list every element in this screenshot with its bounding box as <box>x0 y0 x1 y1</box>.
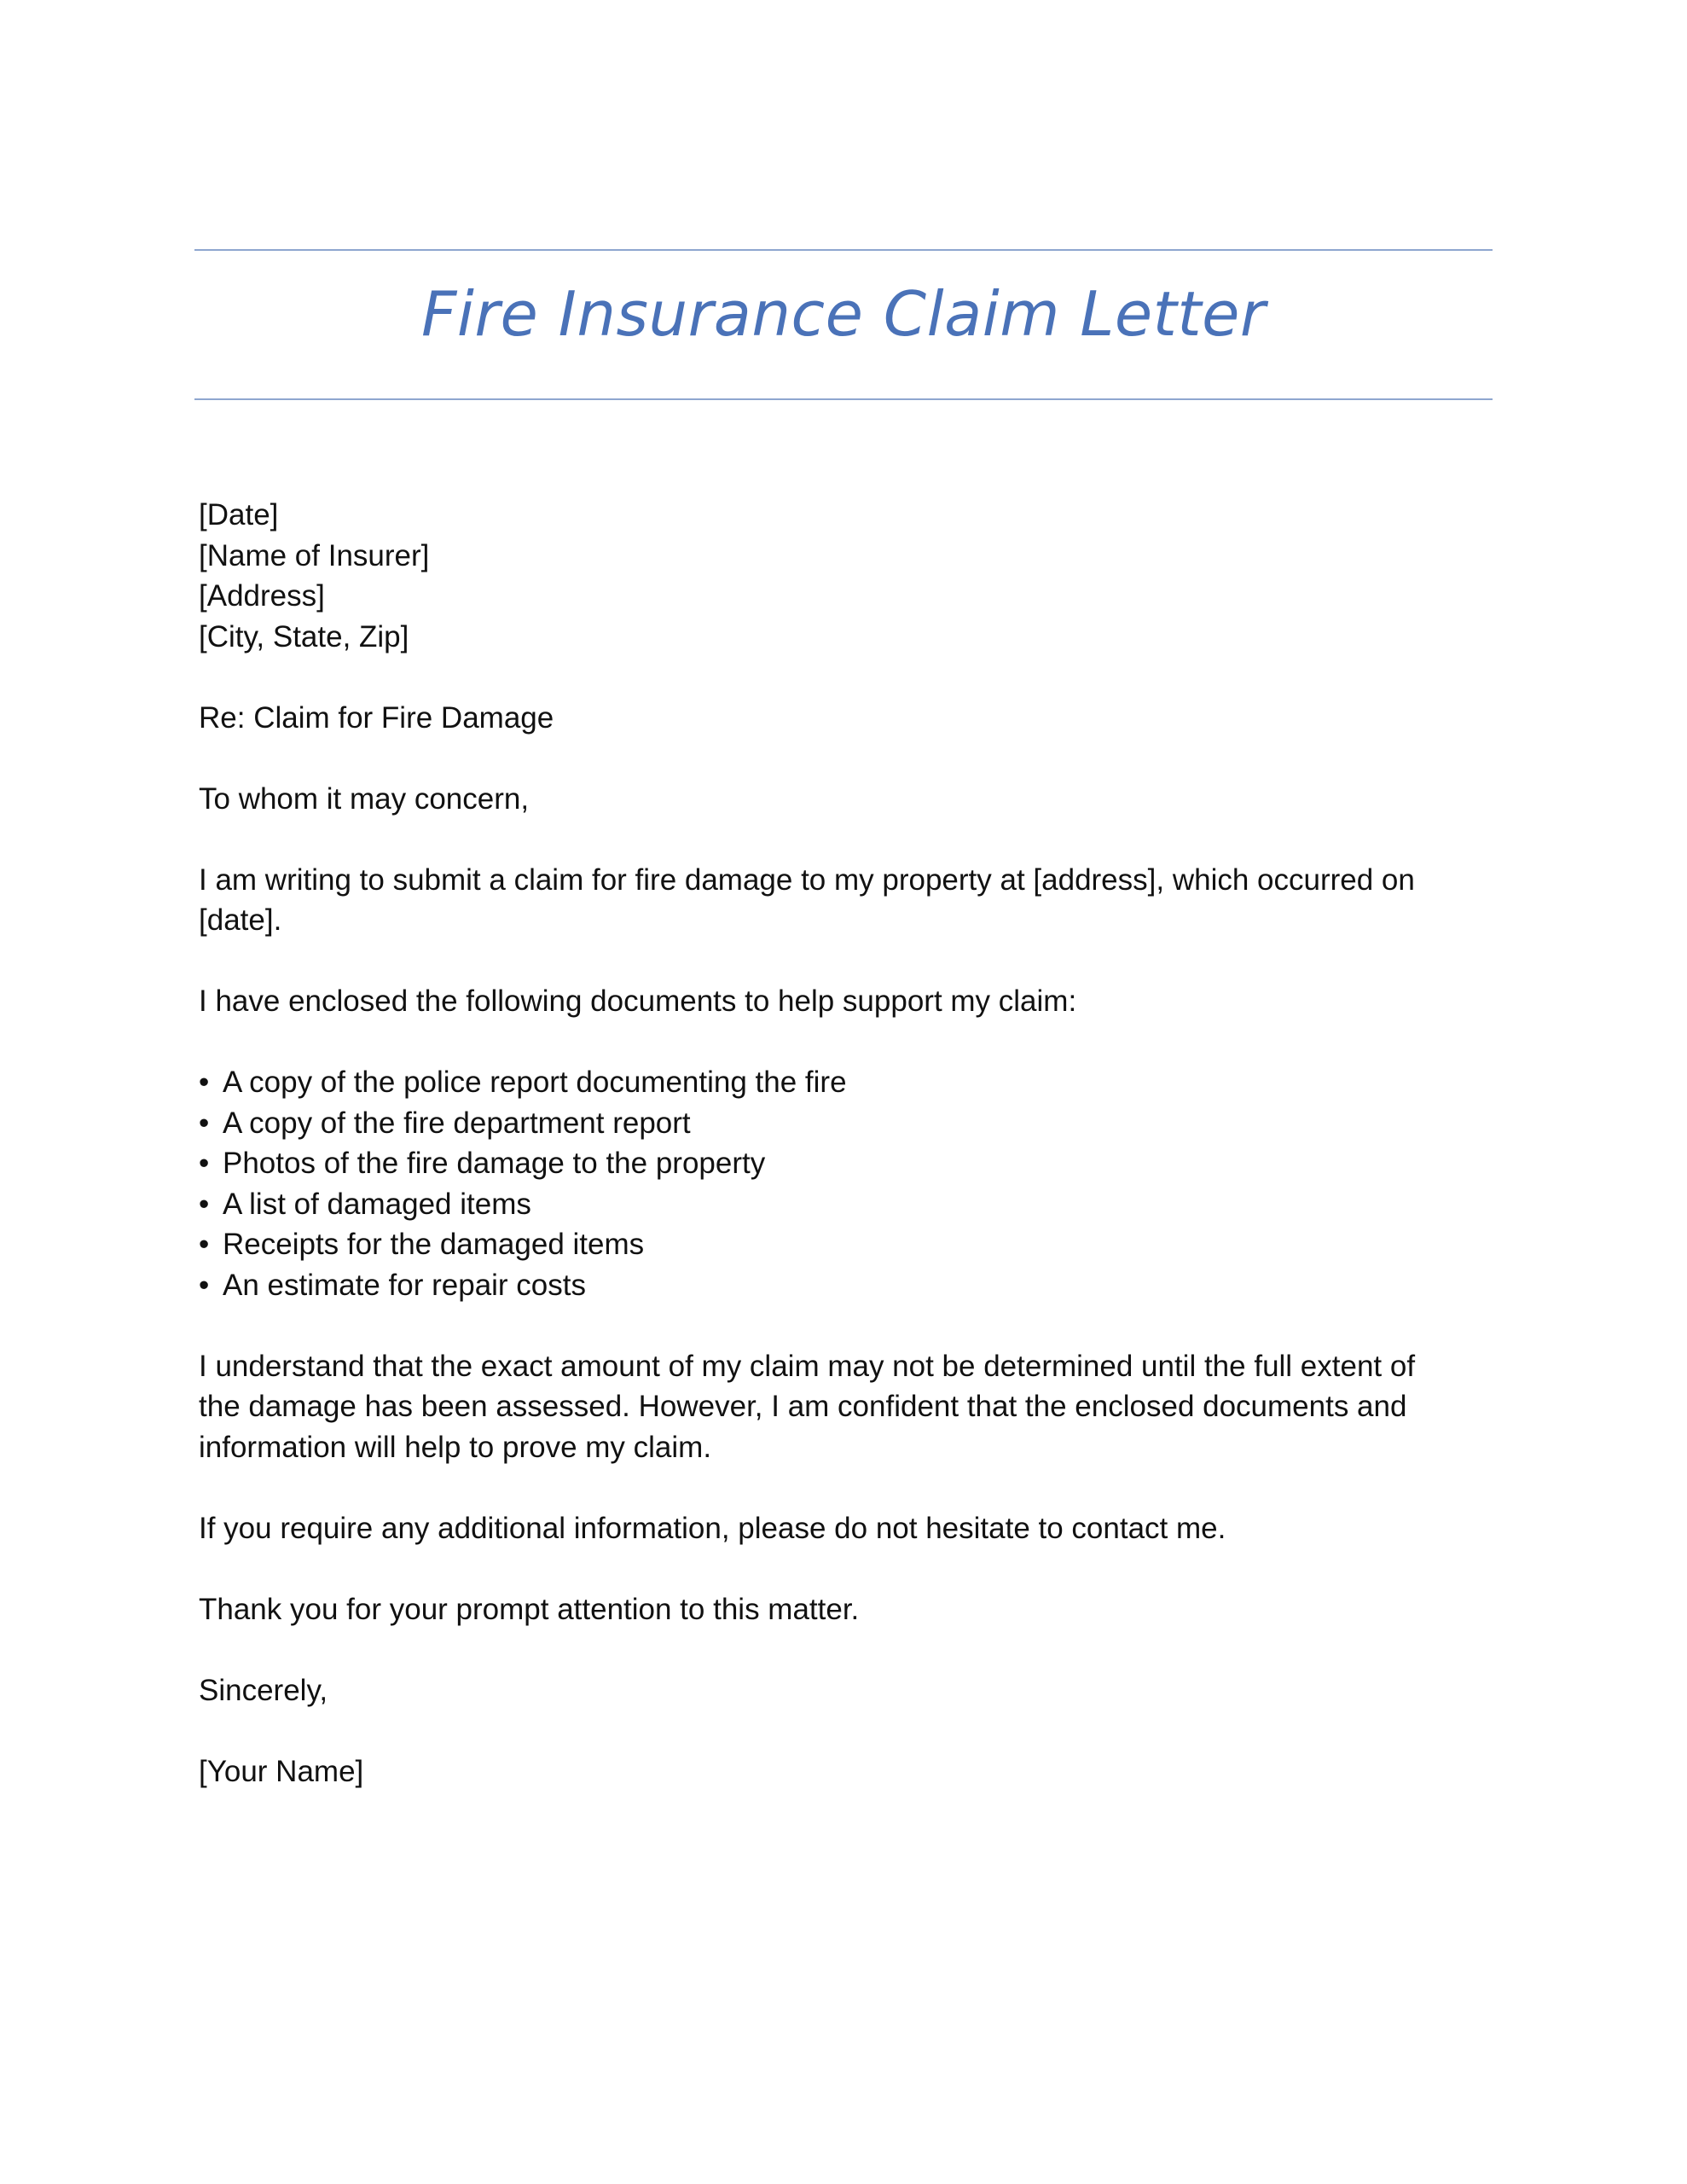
salutation <box>199 779 1495 820</box>
assessment-paragraph <box>199 1346 1495 1468</box>
title-bottom-rule <box>194 398 1493 400</box>
contact-text: If you require any additional information, please do not hesitate to contact me. <box>199 1511 1226 1545</box>
title-top-rule <box>194 249 1493 251</box>
enclosed-intro-text: I have enclosed the following documents to help support my claim: <box>199 985 1077 1018</box>
intro-paragraph <box>199 860 1495 941</box>
enclosure-text: Receipts for the damaged items <box>223 1228 645 1261</box>
intro-line-1: I am writing to submit a claim for fire damage to my property at [address], which occurred on <box>199 863 1415 897</box>
address-line-city-state-zip: [City, State, Zip] <box>199 619 409 653</box>
address-block <box>199 495 1495 657</box>
list-item <box>199 1265 1495 1306</box>
assessment-line-2: the damage has been assessed. However, I am confident that the enclosed documents and <box>199 1390 1407 1423</box>
address-line-address: [Address] <box>199 579 325 613</box>
bullet-icon: • <box>199 1187 210 1221</box>
list-item <box>199 1143 1495 1184</box>
subject-line <box>199 698 1495 739</box>
list-item <box>199 1062 1495 1103</box>
closing <box>199 1670 1495 1711</box>
thanks-paragraph <box>199 1589 1495 1630</box>
signature <box>199 1751 1495 1792</box>
signature-text: [Your Name] <box>199 1754 364 1788</box>
contact-paragraph <box>199 1508 1495 1549</box>
enclosures-list <box>199 1062 1495 1305</box>
subject-text: Re: Claim for Fire Damage <box>199 700 554 735</box>
address-line-insurer: [Name of Insurer] <box>199 538 430 572</box>
thanks-text: Thank you for your prompt attention to this matter. <box>199 1592 860 1626</box>
salutation-text: To whom it may concern, <box>199 781 530 816</box>
enclosed-intro-paragraph <box>199 981 1495 1022</box>
address-line-date: [Date] <box>199 498 279 531</box>
bullet-icon: • <box>199 1268 210 1302</box>
letter-body <box>199 495 1495 1792</box>
list-item <box>199 1184 1495 1225</box>
document-title: Fire Insurance Claim Letter <box>420 278 1267 350</box>
bullet-icon: • <box>199 1106 210 1140</box>
enclosure-text: A copy of the fire department report <box>223 1106 691 1140</box>
intro-line-2: [date]. <box>199 903 282 937</box>
bullet-icon: • <box>199 1228 210 1261</box>
bullet-icon: • <box>199 1066 210 1099</box>
enclosure-text: A list of damaged items <box>223 1187 531 1221</box>
enclosure-text: A copy of the police report documenting the fire <box>223 1066 847 1099</box>
enclosure-text: An estimate for repair costs <box>223 1268 586 1302</box>
bullet-icon: • <box>199 1147 210 1180</box>
list-item <box>199 1224 1495 1265</box>
closing-text: Sincerely, <box>199 1673 328 1707</box>
assessment-line-3: information will help to prove my claim. <box>199 1430 712 1464</box>
enclosure-text: Photos of the fire damage to the property <box>223 1147 766 1180</box>
assessment-line-1: I understand that the exact amount of my claim may not be determined until the full extent of <box>199 1349 1416 1383</box>
list-item <box>199 1103 1495 1144</box>
